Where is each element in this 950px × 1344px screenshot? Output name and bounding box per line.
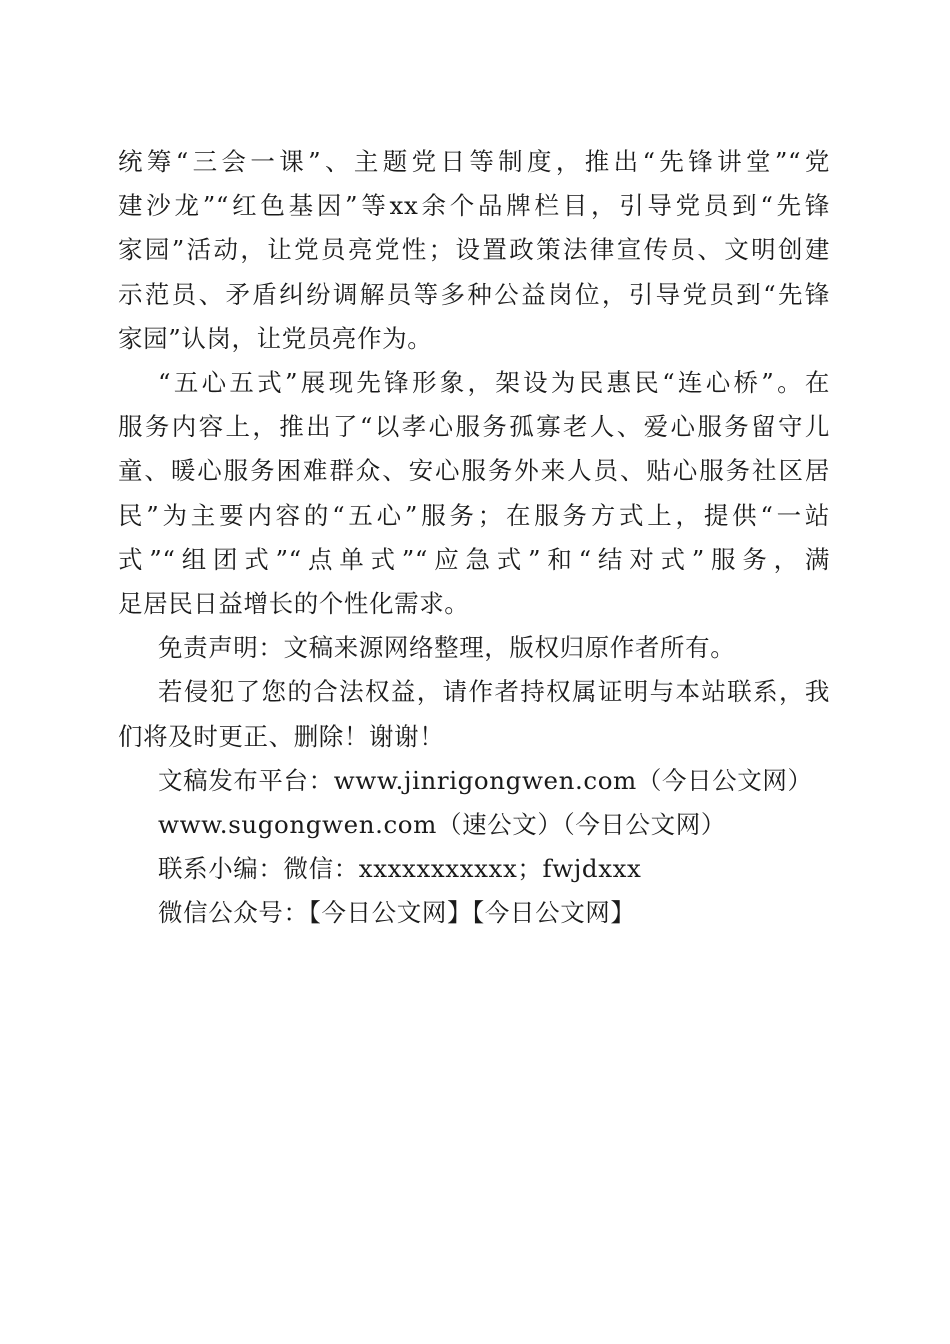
disclaimer-line: 若侵犯了您的合法权益，请作者持权属证明与本站联系，我 (158, 677, 830, 707)
paragraph-line: 家园”活动，让党员亮党性；设置政策法律宣传员、文明创建 (118, 235, 830, 265)
paragraph-line: 示范员、矛盾纠纷调解员等多种公益岗位，引导党员到“先锋 (118, 279, 830, 309)
site-line: www.sugongwen.com（速公文）（今日公文网） (158, 810, 726, 840)
disclaimer-line: 免责声明：文稿来源网络整理，版权归原作者所有。 (158, 633, 736, 663)
paragraph-line: 民”为主要内容的“五心”服务；在服务方式上，提供“一站 (118, 500, 830, 530)
paragraph-line: 服务内容上，推出了“以孝心服务孤寡老人、爱心服务留守儿 (118, 412, 830, 442)
paragraph-line: 建沙龙”“红色基因”等xx余个品牌栏目，引导党员到“先锋 (118, 191, 830, 221)
disclaimer-line: 们将及时更正、删除！谢谢！ (118, 721, 445, 751)
paragraph-line: 童、暖心服务困难群众、安心服务外来人员、贴心服务社区居 (118, 456, 830, 486)
paragraph-line: 家园”认岗，让党员亮作为。 (118, 323, 433, 353)
platform-line: 文稿发布平台：www.jinrigongwen.com（今日公文网） (158, 765, 813, 795)
paragraph-line: 足居民日益增长的个性化需求。 (118, 589, 470, 619)
wechat-account-line: 微信公众号：【今日公文网】【今日公文网】 (158, 898, 636, 928)
paragraph-line: 式”“组团式”“点单式”“应急式”和“结对式”服务，满 (118, 544, 830, 574)
document-body (118, 140, 830, 936)
paragraph-line: “五心五式”展现先锋形象，架设为民惠民“连心桥”。在 (158, 368, 830, 398)
paragraph-line: 统筹“三会一课”、主题党日等制度，推出“先锋讲堂”“党 (118, 147, 830, 176)
contact-line: 联系小编：微信：xxxxxxxxxxx；fwjdxxx (158, 854, 642, 884)
